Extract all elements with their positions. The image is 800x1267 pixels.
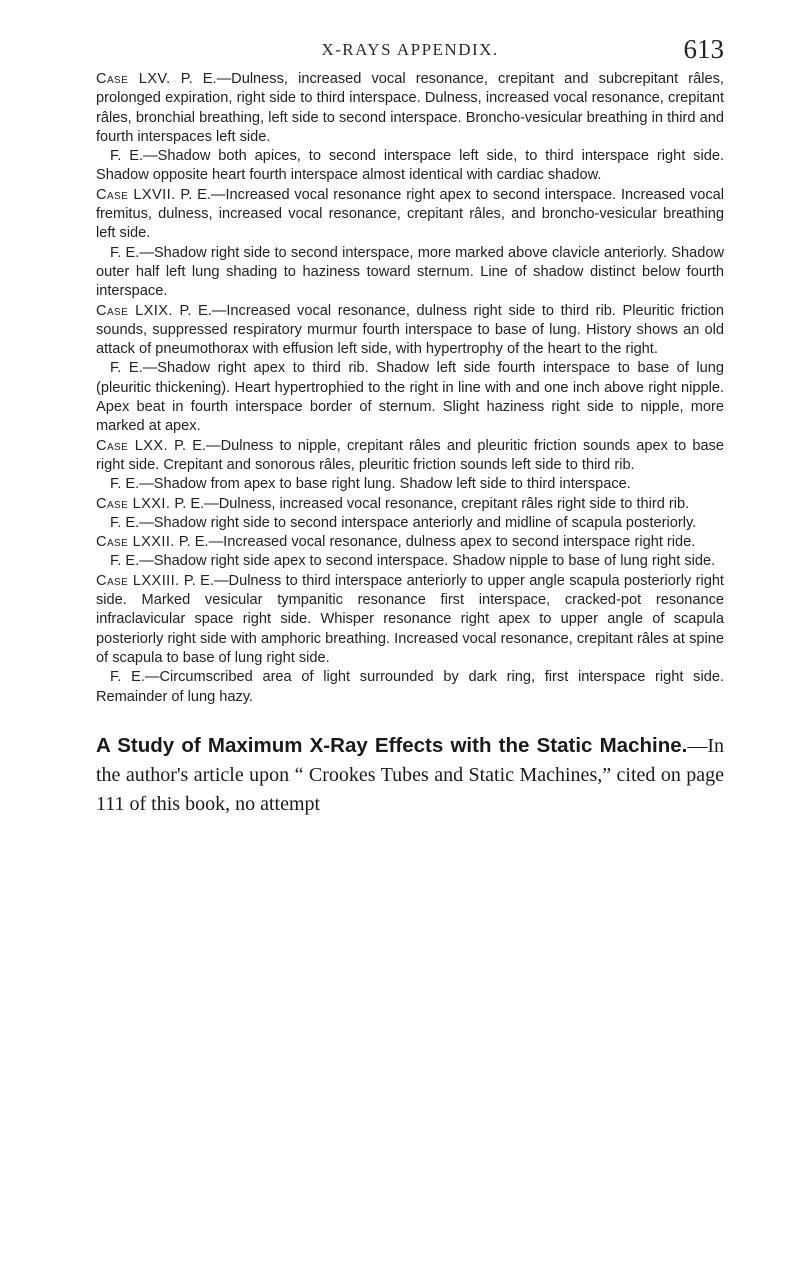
case-label: Case LXXI. — [96, 495, 171, 512]
case-lxx — [96, 437, 724, 495]
case-pe-text: P. E.—Increased vocal resonance, dulness right side to third rib. Pleuritic friction sounds, suppressed respiratory murmur fourth interspace to base of lung. History shows an old attack of pneumothorax with effusion left side, with hypertrophy of the heart to the right. — [96, 302, 724, 358]
case-lxxi — [96, 495, 724, 534]
running-head — [96, 30, 724, 70]
case-fluoroscopic-exam: F. E.—Shadow both apices, to second interspace left side, to third interspace right side. Shadow opposite heart fourth interspace almost identical with cardiac shadow. — [96, 148, 724, 184]
case-pe-text: P. E.—Dulness to nipple, crepitant râles and pleuritic friction sounds apex to base right side. Crepitant and sonorous râles, pleuritic friction sounds left side to third rib. — [96, 437, 725, 473]
case-label: Case LXV. — [96, 71, 171, 87]
study-body-text: —In the author's article upon “ Crookes Tubes and Static Machines,” cited on page 111 of this book, no attempt — [96, 734, 724, 815]
case-lxvii — [96, 186, 724, 302]
case-label: Case LXIX. — [96, 302, 173, 319]
case-physical-exam — [96, 302, 724, 360]
case-fluoroscopic-exam: F. E.—Circumscribed area of light surrounded by dark ring, first interspace right side. Remainder of lung hazy. — [96, 669, 724, 705]
case-physical-exam — [96, 572, 724, 668]
case-pe-text: P. E.—Dulness, increased vocal resonance, crepitant râles right side to third rib. — [174, 495, 690, 512]
case-lxxii — [96, 533, 724, 572]
case-label: Case LXXIII. — [96, 572, 180, 589]
page-number: 613 — [683, 34, 724, 64]
case-pe-text: P. E.—Dulness, increased vocal resonance, crepitant and subcrepitant râles, prolonged expiration, right side to third interspace. Dulness, increased vocal resonance, crepitant râles, bronchial breathing, left side to second interspace. Broncho-vesicular breathing in third and fourth interspaces left side. — [96, 71, 724, 145]
case-fluoroscopic-exam: F. E.—Shadow right apex to third rib. Shadow left side fourth interspace to base of lung (pleuritic thickening). Heart hypertrophied to the right in line with and one inch above right nipple. Apex beat in fourth interspace border of sternum. Slight haziness right side to nipple, more marked at apex. — [96, 360, 724, 435]
case-physical-exam — [96, 437, 724, 476]
case-lxix — [96, 302, 724, 437]
section-heading: A Study of Maximum X-Ray Effects with the Static Machine. — [96, 733, 688, 757]
case-label: Case LXVII. — [96, 186, 176, 203]
running-title: X-RAYS APPENDIX. — [321, 40, 499, 59]
case-physical-exam — [96, 70, 724, 147]
case-lxxiii — [96, 572, 724, 707]
book-page — [96, 30, 724, 839]
case-pe-text: P. E.—Dulness to third interspace anteriorly to upper angle scapula posteriorly right side. Marked vesicular tympanitic resonance first interspace, cracked-pot resonance infraclavicular space right side. Whisper resonance right apex to upper angle of scapula posteriorly right side with amphoric breathing. Increased vocal resonance, crepitant râles at spine of scapula to base of lung right side. — [96, 572, 724, 666]
case-fluoroscopic-exam: F. E.—Shadow right side to second interspace, more marked above clavicle anteriorly. Shadow outer half left lung shading to haziness toward sternum. Line of shadow distinct below fourth interspace. — [96, 244, 724, 300]
case-fluoroscopic-exam: F. E.—Shadow right side apex to second interspace. Shadow nipple to base of lung right side. — [110, 553, 716, 570]
case-fluoroscopic-exam: F. E.—Shadow from apex to base right lung. Shadow left side to third interspace. — [110, 476, 631, 493]
case-physical-exam — [96, 186, 724, 244]
case-fluoroscopic-exam: F. E.—Shadow right side to second interspace anteriorly and midline of scapula posteriorly. — [110, 514, 697, 531]
case-label: Case LXX. — [96, 437, 168, 454]
case-physical-exam — [96, 495, 724, 514]
case-physical-exam — [96, 533, 724, 552]
case-label: Case LXXII. — [96, 534, 175, 551]
case-pe-text: P. E.—Increased vocal resonance right apex to second interspace. Increased vocal fremitus, dulness, increased vocal resonance, crepitant râles, and broncho-vesicular breathing left side. — [96, 186, 724, 242]
case-lxv — [96, 70, 724, 186]
study-paragraph — [96, 731, 724, 819]
case-pe-text: P. E.—Increased vocal resonance, dulness apex to second interspace right ride. — [178, 534, 696, 551]
case-list — [96, 70, 724, 707]
